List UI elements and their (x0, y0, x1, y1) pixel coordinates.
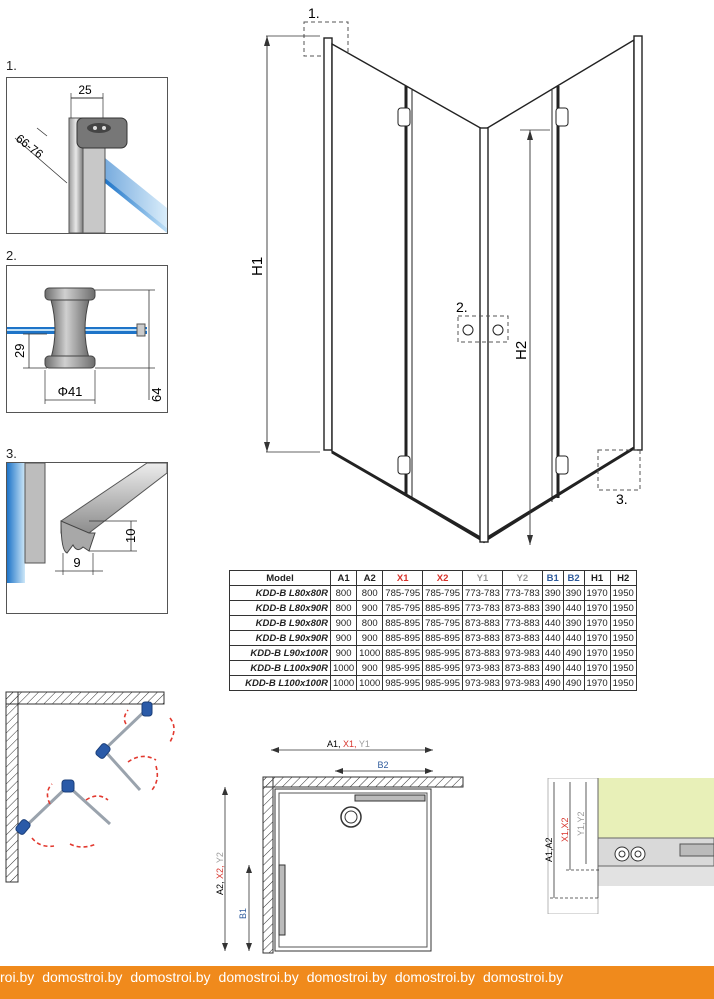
value-cell: 800 (331, 601, 357, 616)
detail-1-dim-width: 25 (78, 83, 92, 97)
side-dim-y1y2: Y1,Y2 (576, 811, 586, 836)
watermark-text: domostroi.by (394, 969, 476, 985)
value-cell: 900 (357, 631, 383, 646)
detail-1-drawing (7, 78, 167, 233)
model-cell: KDD-B L90x100R (230, 646, 331, 661)
spec-table (229, 570, 637, 691)
spec-table-body (230, 586, 637, 691)
value-cell: 1970 (584, 631, 610, 646)
value-cell: 973-983 (463, 661, 503, 676)
model-cell: KDD-B L100x90R (230, 661, 331, 676)
table-row (230, 661, 637, 676)
value-cell: 440 (563, 631, 584, 646)
value-cell: 773-783 (463, 601, 503, 616)
value-cell: 885-895 (383, 646, 423, 661)
watermark-text: domostroi.by (130, 969, 211, 985)
value-cell: 800 (357, 616, 383, 631)
model-cell: KDD-B L80x80R (230, 586, 331, 601)
value-cell: 900 (331, 616, 357, 631)
value-cell: 785-795 (383, 586, 423, 601)
watermark-text: domostroi.by (218, 969, 299, 985)
value-cell: 773-883 (502, 616, 542, 631)
th-a2: A2 (357, 571, 383, 586)
value-cell: 1950 (610, 646, 636, 661)
side-dim-x: X2, (215, 863, 225, 879)
side-detail (540, 778, 714, 914)
value-cell: 773-783 (502, 586, 542, 601)
top-dim-a: A1, (327, 739, 344, 749)
th-h2: H2 (610, 571, 636, 586)
value-cell: 900 (357, 601, 383, 616)
table-row (230, 616, 637, 631)
detail-1-label: 1. (6, 58, 17, 73)
value-cell: 390 (563, 586, 584, 601)
callout-2: 2. (456, 299, 468, 315)
value-cell: 900 (357, 661, 383, 676)
detail-3-label: 3. (6, 446, 17, 461)
th-h1: H1 (584, 571, 610, 586)
value-cell: 785-795 (383, 601, 423, 616)
detail-2-label: 2. (6, 248, 17, 263)
value-cell: 1970 (584, 661, 610, 676)
top-dim-y: Y1 (358, 739, 370, 749)
value-cell: 885-895 (423, 601, 463, 616)
value-cell: 885-995 (423, 661, 463, 676)
detail-3-panel (6, 462, 168, 614)
detail-2-dim-total: 64 (149, 387, 164, 402)
callout-1: 1. (308, 5, 320, 21)
value-cell: 390 (563, 616, 584, 631)
value-cell: 440 (542, 646, 563, 661)
value-cell: 985-995 (423, 676, 463, 691)
main-cabin-view (220, 0, 714, 560)
value-cell: 490 (563, 676, 584, 691)
value-cell: 1950 (610, 676, 636, 691)
b2-label: B2 (377, 760, 389, 770)
value-cell: 900 (331, 631, 357, 646)
value-cell: 1950 (610, 661, 636, 676)
value-cell: 900 (331, 646, 357, 661)
value-cell: 1950 (610, 601, 636, 616)
value-cell: 873-883 (502, 601, 542, 616)
h2-label: H2 (513, 340, 530, 360)
value-cell: 885-895 (423, 631, 463, 646)
door-swing-plan (0, 688, 200, 888)
detail-1-panel (6, 77, 168, 234)
value-cell: 885-895 (383, 616, 423, 631)
value-cell: 785-795 (423, 586, 463, 601)
value-cell: 440 (563, 601, 584, 616)
th-x2: X2 (423, 571, 463, 586)
value-cell: 985-995 (423, 646, 463, 661)
table-row (230, 631, 637, 646)
side-dim-y: Y2 (215, 852, 225, 864)
value-cell: 1970 (584, 646, 610, 661)
side-dim-label (215, 852, 225, 895)
detail-3-dim-h: 10 (123, 528, 138, 543)
h1-label: H1 (249, 256, 266, 276)
model-cell: KDD-B L90x80R (230, 616, 331, 631)
value-cell: 1000 (357, 646, 383, 661)
model-cell: KDD-B L100x100R (230, 676, 331, 691)
value-cell: 885-895 (383, 631, 423, 646)
side-dim-x1x2: X1,X2 (560, 817, 570, 842)
value-cell: 1970 (584, 586, 610, 601)
top-dim-x: X1, (343, 739, 359, 749)
detail-2-panel (6, 265, 168, 413)
value-cell: 873-883 (502, 661, 542, 676)
value-cell: 490 (563, 646, 584, 661)
watermark-text: domostroi.by (483, 969, 564, 985)
table-row (230, 601, 637, 616)
watermark-bar (0, 966, 714, 999)
value-cell: 1000 (331, 661, 357, 676)
side-dim-a1a2: A1,A2 (544, 837, 554, 862)
value-cell: 1950 (610, 586, 636, 601)
detail-1-dim-range: 66-76 (13, 131, 46, 162)
watermark-text: roi.by (0, 969, 35, 985)
value-cell: 1000 (331, 676, 357, 691)
detail-2-dim-d: Φ41 (57, 384, 83, 399)
value-cell: 973-983 (502, 646, 542, 661)
b1-label: B1 (238, 907, 248, 919)
value-cell: 985-995 (383, 676, 423, 691)
value-cell: 440 (563, 661, 584, 676)
value-cell: 440 (542, 616, 563, 631)
th-b1: B1 (542, 571, 563, 586)
spec-table-header (230, 571, 637, 586)
callout-3: 3. (616, 491, 628, 507)
value-cell: 873-883 (463, 631, 503, 646)
value-cell: 873-883 (463, 616, 503, 631)
detail-2-dim-h: 29 (12, 343, 27, 358)
value-cell: 1970 (584, 601, 610, 616)
value-cell: 440 (542, 631, 563, 646)
value-cell: 785-795 (423, 616, 463, 631)
value-cell: 390 (542, 601, 563, 616)
th-y2: Y2 (502, 571, 542, 586)
th-y1: Y1 (463, 571, 503, 586)
th-b2: B2 (563, 571, 584, 586)
value-cell: 873-883 (502, 631, 542, 646)
model-cell: KDD-B L90x90R (230, 631, 331, 646)
value-cell: 800 (331, 586, 357, 601)
value-cell: 773-783 (463, 586, 503, 601)
value-cell: 1950 (610, 631, 636, 646)
table-row (230, 646, 637, 661)
th-x1: X1 (383, 571, 423, 586)
value-cell: 490 (542, 676, 563, 691)
value-cell: 985-995 (383, 661, 423, 676)
value-cell: 390 (542, 586, 563, 601)
watermark-text: domostroi.by (42, 969, 123, 985)
value-cell: 1970 (584, 676, 610, 691)
model-cell: KDD-B L80x90R (230, 601, 331, 616)
table-row (230, 586, 637, 601)
plan-view (215, 735, 475, 965)
value-cell: 490 (542, 661, 563, 676)
detail-2-drawing (7, 266, 167, 412)
value-cell: 973-983 (502, 676, 542, 691)
side-dim-a: A2, (215, 878, 225, 895)
table-row (230, 676, 637, 691)
detail-3-dim-w: 9 (73, 555, 81, 570)
value-cell: 873-883 (463, 646, 503, 661)
detail-3-drawing (7, 463, 167, 613)
watermark-text: domostroi.by (306, 969, 387, 985)
th-a1: A1 (331, 571, 357, 586)
top-dim-label (327, 739, 370, 749)
value-cell: 1970 (584, 616, 610, 631)
th-model: Model (230, 571, 331, 586)
value-cell: 1950 (610, 616, 636, 631)
value-cell: 973-983 (463, 676, 503, 691)
value-cell: 1000 (357, 676, 383, 691)
value-cell: 800 (357, 586, 383, 601)
